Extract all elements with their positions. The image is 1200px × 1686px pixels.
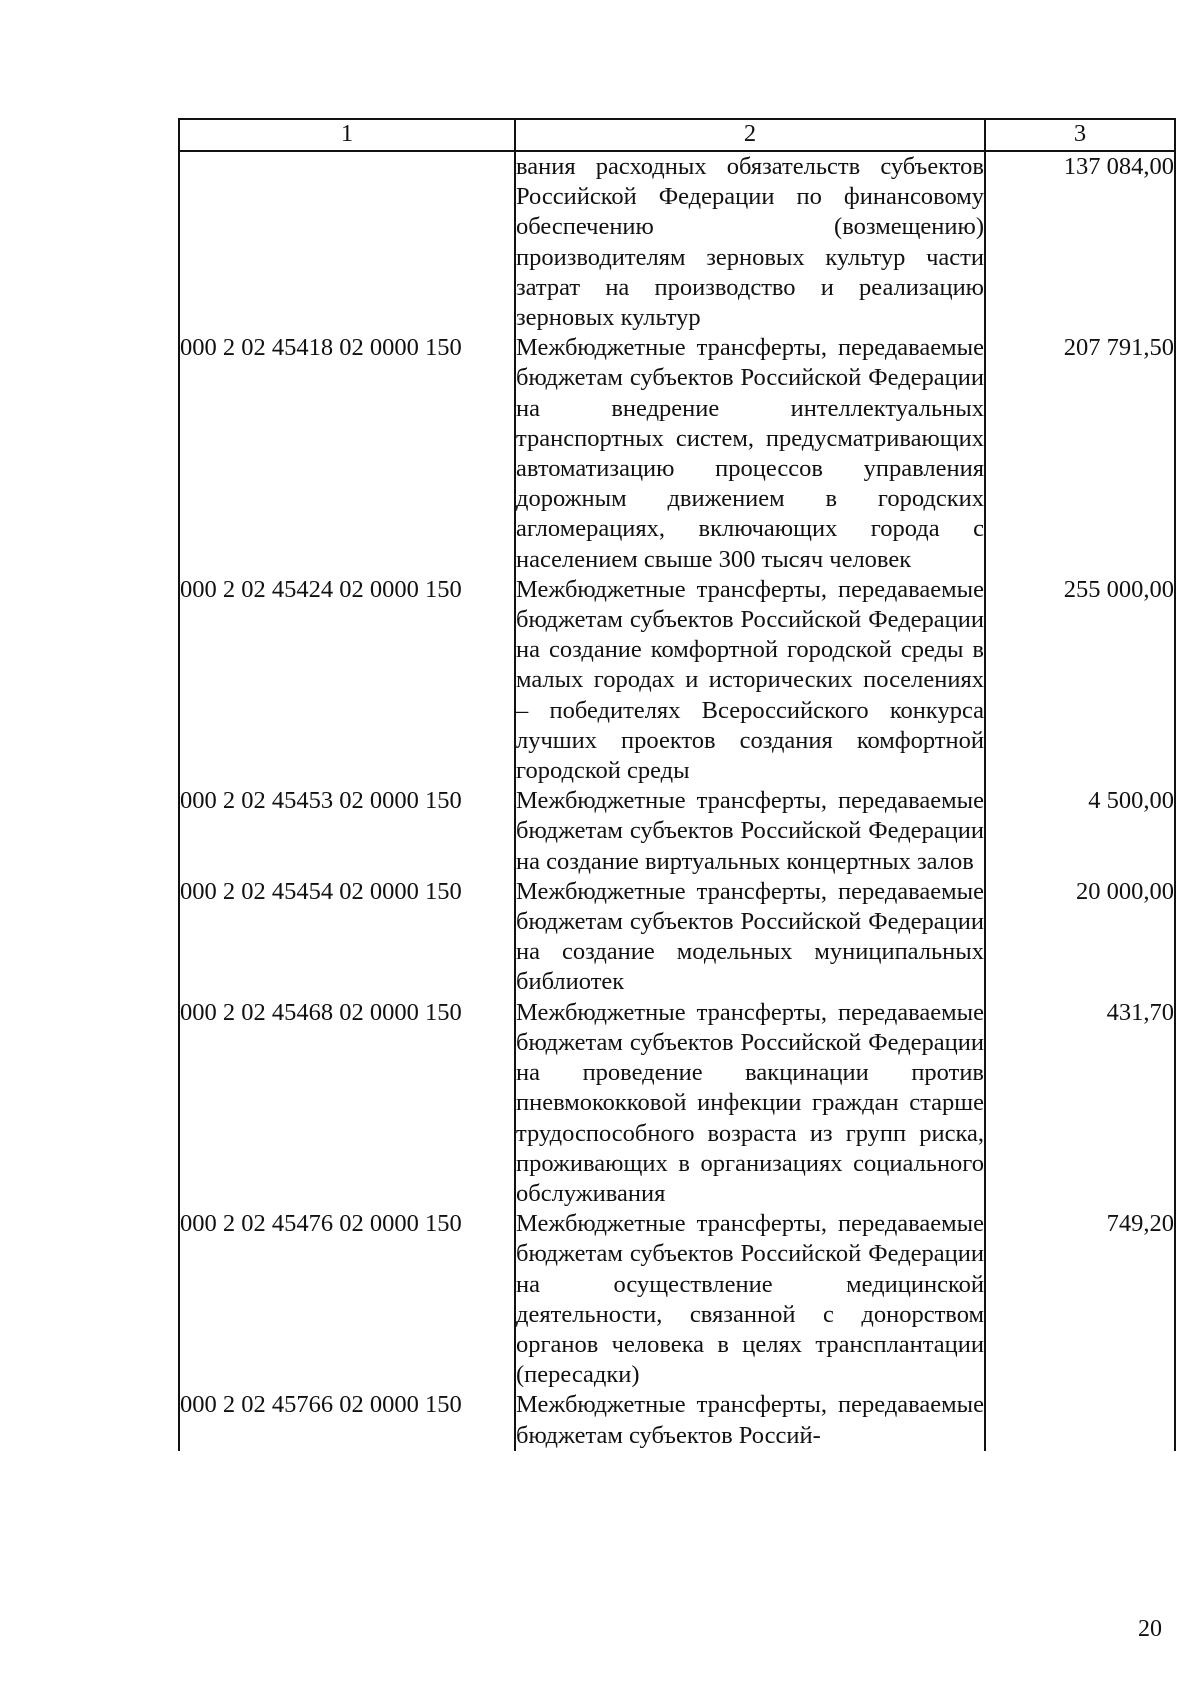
table-row — [179, 998, 1175, 1209]
budget-amount: 749,20 — [985, 1209, 1175, 1390]
budget-code — [179, 151, 515, 333]
budget-description: Межбюджетные трансферты, передаваемые бюджетам субъектов Российской Федерации на создание модельных муниципальных библиотек — [515, 877, 985, 998]
budget-code: 000 2 02 45453 02 0000 150 — [179, 786, 515, 877]
column-header-2: 2 — [515, 119, 985, 151]
budget-description: Межбюджетные трансферты, передаваемые бюджетам субъектов Россий- — [515, 1390, 985, 1450]
budget-code: 000 2 02 45424 02 0000 150 — [179, 575, 515, 786]
table-body — [179, 151, 1175, 1451]
table-row — [179, 575, 1175, 786]
budget-code: 000 2 02 45766 02 0000 150 — [179, 1390, 515, 1450]
budget-code: 000 2 02 45476 02 0000 150 — [179, 1209, 515, 1390]
budget-description: Межбюджетные трансферты, передаваемые бюджетам субъектов Российской Федерации на создание виртуальных концертных залов — [515, 786, 985, 877]
budget-amount: 137 084,00 — [985, 151, 1175, 333]
budget-amount: 207 791,50 — [985, 333, 1175, 575]
budget-amount: 20 000,00 — [985, 877, 1175, 998]
header-row — [179, 119, 1175, 151]
column-header-3: 3 — [985, 119, 1175, 151]
budget-description: Межбюджетные трансферты, передаваемые бюджетам субъектов Российской Федерации на внедрение интеллектуальных транспортных систем, предусматривающих автоматизацию процессов управления дорожным движением в городских агломерациях, включающих города с населением свыше 300 тысяч человек — [515, 333, 985, 575]
table-row — [179, 786, 1175, 877]
table-row — [179, 877, 1175, 998]
budget-amount: 4 500,00 — [985, 786, 1175, 877]
budget-code: 000 2 02 45468 02 0000 150 — [179, 998, 515, 1209]
table-row — [179, 151, 1175, 333]
budget-amount — [985, 1390, 1175, 1450]
budget-code: 000 2 02 45418 02 0000 150 — [179, 333, 515, 575]
budget-table — [178, 118, 1176, 1451]
budget-amount: 255 000,00 — [985, 575, 1175, 786]
budget-description: Межбюджетные трансферты, передаваемые бюджетам субъектов Российской Федерации на осуществление медицинской деятельности, связанной с донорством органов человека в целях трансплантации (пересадки) — [515, 1209, 985, 1390]
column-header-1: 1 — [179, 119, 515, 151]
budget-description: Межбюджетные трансферты, передаваемые бюджетам субъектов Российской Федерации на проведение вакцинации против пневмококковой инфекции граждан старше трудоспособного возраста из групп риска, проживающих в организациях социального обслуживания — [515, 998, 985, 1209]
budget-amount: 431,70 — [985, 998, 1175, 1209]
table-row — [179, 1209, 1175, 1390]
table-row — [179, 1390, 1175, 1450]
table-row — [179, 333, 1175, 575]
budget-description: вания расходных обязательств субъектов Российской Федерации по финансовому обеспечению (возмещению) производителям зерновых культур части затрат на производство и реализацию зерновых культур — [515, 151, 985, 333]
budget-description: Межбюджетные трансферты, передаваемые бюджетам субъектов Российской Федерации на создание комфортной городской среды в малых городах и исторических поселениях – победителях Всероссийского конкурса лучших проектов создания комфортной городской среды — [515, 575, 985, 786]
budget-code: 000 2 02 45454 02 0000 150 — [179, 877, 515, 998]
table-header — [179, 119, 1175, 151]
page-number: 20 — [1138, 1616, 1162, 1642]
